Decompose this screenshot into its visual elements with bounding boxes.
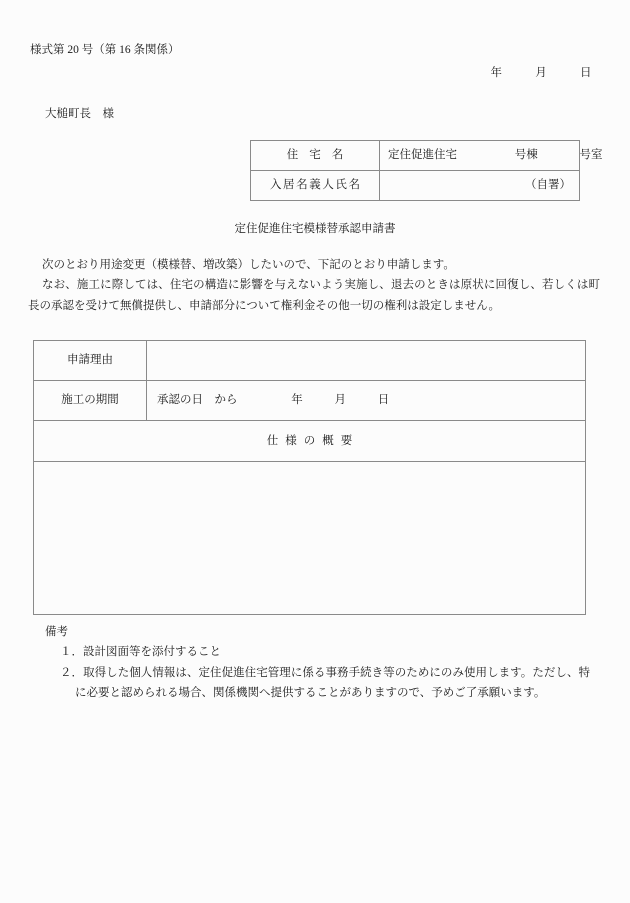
form-number: 様式第 20 号（第 16 条関係） bbox=[30, 44, 180, 56]
table-row-resident-name bbox=[251, 171, 580, 201]
housing-name-label-text: 住宅名 bbox=[286, 149, 355, 162]
application-detail-table bbox=[33, 340, 586, 615]
remark-item-2: ２．取得した個人情報は、定住促進住宅管理に係る事務手続き等のためにのみ使用します。ただし、特に必要と認められる場合、関係機関へ提供することがありますので、予めご了承願います。 bbox=[60, 666, 590, 700]
resident-name-label-text: 入居名義人氏名 bbox=[269, 179, 362, 192]
spec-input-area[interactable] bbox=[34, 462, 586, 615]
spec-section-header-text: 仕様の概要 bbox=[266, 434, 360, 447]
housing-building-unit: 号棟 bbox=[514, 149, 538, 162]
date-day-label: 日 bbox=[580, 67, 592, 79]
housing-name-value[interactable] bbox=[380, 141, 603, 171]
reason-input-cell[interactable] bbox=[147, 341, 586, 381]
remarks-section bbox=[45, 622, 590, 704]
resident-name-label bbox=[251, 171, 380, 201]
signature-note: （自署） bbox=[525, 179, 571, 192]
period-input-cell[interactable] bbox=[147, 381, 586, 421]
remark-item-1: １．設計図面等を添付すること bbox=[60, 646, 221, 659]
housing-name-label bbox=[251, 141, 380, 171]
period-day-label: 日 bbox=[377, 394, 390, 407]
table-row-housing-name bbox=[251, 141, 580, 171]
table-row-reason bbox=[34, 341, 586, 381]
reason-label: 申請理由 bbox=[34, 341, 147, 381]
table-row-period bbox=[34, 381, 586, 421]
resident-info-table bbox=[250, 140, 603, 201]
housing-room-unit: 号室 bbox=[579, 149, 603, 162]
body-paragraph-2: なお、施工に際しては、住宅の構造に影響を与えないよう実施し、退去のときは原状に回復し、若しくは町長の承認を受けて無償提供し、申請部分について権利金その他一切の権利は設定しません。 bbox=[28, 279, 600, 312]
addressee-line: 大槌町長 様 bbox=[45, 108, 114, 120]
period-month-label: 月 bbox=[334, 394, 346, 407]
date-line bbox=[491, 64, 593, 82]
spec-section-header bbox=[34, 421, 586, 462]
table-row-spec-body bbox=[34, 462, 586, 615]
period-year-label: 年 bbox=[291, 394, 303, 407]
remarks-title: 備考 bbox=[45, 626, 68, 638]
date-month-label: 月 bbox=[535, 67, 548, 79]
period-prefix-text: 承認の日 から bbox=[157, 394, 238, 407]
page-title: 定住促進住宅模様替承認申請書 bbox=[234, 223, 396, 235]
resident-name-value[interactable] bbox=[380, 171, 580, 201]
date-year-label: 年 bbox=[490, 67, 503, 79]
period-label: 施工の期間 bbox=[34, 381, 147, 421]
body-paragraph-1: 次のとおり用途変更（模様替、増改築）したいので、下記のとおり申請します。 bbox=[42, 259, 455, 271]
body-text bbox=[28, 255, 600, 316]
table-row-spec-header bbox=[34, 421, 586, 462]
housing-name-main: 定住促進住宅 bbox=[388, 149, 457, 162]
